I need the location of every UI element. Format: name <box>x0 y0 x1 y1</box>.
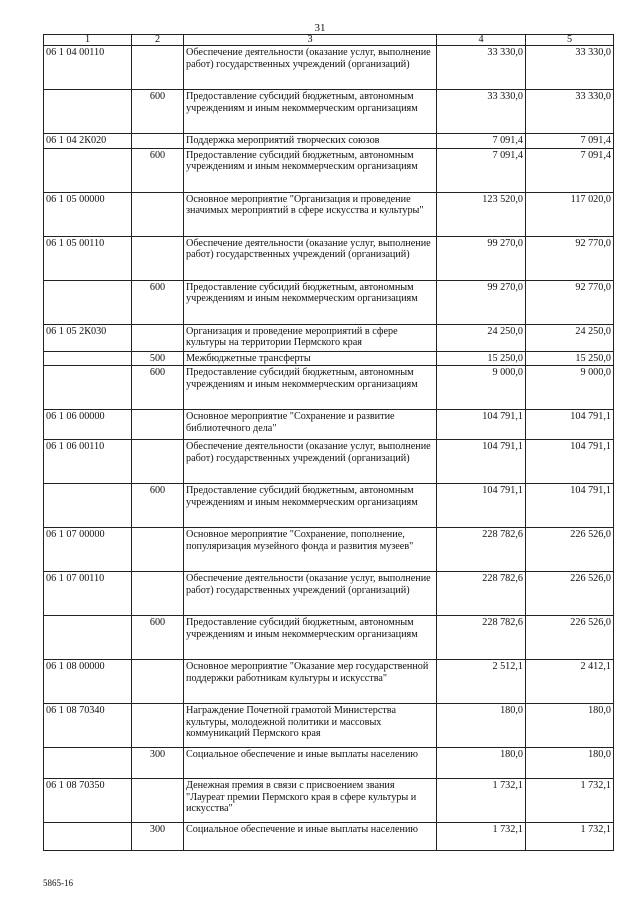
row-value-col4: 180,0 <box>437 748 526 779</box>
row-value-col4: 1 732,1 <box>437 823 526 851</box>
column-header: 1 <box>44 35 132 46</box>
row-code: 06 1 08 70350 <box>44 779 132 823</box>
row-name: Предоставление субсидий бюджетным, автономным учреждениям и иным некоммерческим организациям <box>184 280 437 324</box>
row-value-col5: 1 732,1 <box>526 823 614 851</box>
row-code <box>44 484 132 528</box>
row-code: 06 1 08 00000 <box>44 660 132 704</box>
row-value-col5: 1 732,1 <box>526 779 614 823</box>
row-name: Предоставление субсидий бюджетным, автономным учреждениям и иным некоммерческим организациям <box>184 616 437 660</box>
row-code <box>44 748 132 779</box>
table-header-row <box>44 35 614 46</box>
row-expense-type <box>132 134 184 149</box>
row-value-col4: 24 250,0 <box>437 324 526 351</box>
row-code: 06 1 04 2К020 <box>44 134 132 149</box>
row-expense-type: 600 <box>132 616 184 660</box>
row-value-col4: 180,0 <box>437 704 526 748</box>
row-expense-type <box>132 704 184 748</box>
row-name: Социальное обеспечение и иные выплаты населению <box>184 748 437 779</box>
row-value-col5: 104 791,1 <box>526 440 614 484</box>
row-name: Денежная премия в связи с присвоением звания "Лауреат премии Пермского края в сфере культуры и искусства" <box>184 779 437 823</box>
row-code: 06 1 05 2К030 <box>44 324 132 351</box>
row-value-col4: 9 000,0 <box>437 366 526 410</box>
row-value-col5: 117 020,0 <box>526 192 614 236</box>
row-name: Основное мероприятие "Организация и проведение значимых мероприятий в сфере искусства и культуры" <box>184 192 437 236</box>
column-header: 4 <box>437 35 526 46</box>
row-code <box>44 351 132 366</box>
table-row <box>44 704 614 748</box>
table-row <box>44 324 614 351</box>
row-code: 06 1 08 70340 <box>44 704 132 748</box>
column-header: 3 <box>184 35 437 46</box>
row-code <box>44 280 132 324</box>
row-value-col5: 92 770,0 <box>526 236 614 280</box>
row-value-col4: 104 791,1 <box>437 410 526 440</box>
row-name: Основное мероприятие "Оказание мер государственной поддержки работникам культуры и искусства" <box>184 660 437 704</box>
column-header: 2 <box>132 35 184 46</box>
row-value-col4: 228 782,6 <box>437 528 526 572</box>
table-row <box>44 748 614 779</box>
row-value-col4: 99 270,0 <box>437 280 526 324</box>
row-value-col4: 99 270,0 <box>437 236 526 280</box>
table-row <box>44 616 614 660</box>
row-expense-type <box>132 440 184 484</box>
footer-code: 5865-16 <box>43 878 73 888</box>
row-name: Межбюджетные трансферты <box>184 351 437 366</box>
row-value-col5: 9 000,0 <box>526 366 614 410</box>
row-name: Поддержка мероприятий творческих союзов <box>184 134 437 149</box>
table-row <box>44 192 614 236</box>
row-code: 06 1 07 00110 <box>44 572 132 616</box>
row-value-col5: 7 091,4 <box>526 148 614 192</box>
column-header: 5 <box>526 35 614 46</box>
row-expense-type: 600 <box>132 366 184 410</box>
row-value-col4: 7 091,4 <box>437 134 526 149</box>
table-row <box>44 46 614 90</box>
row-value-col4: 228 782,6 <box>437 616 526 660</box>
row-value-col5: 7 091,4 <box>526 134 614 149</box>
row-expense-type <box>132 660 184 704</box>
row-expense-type <box>132 528 184 572</box>
row-expense-type: 600 <box>132 280 184 324</box>
row-expense-type: 600 <box>132 148 184 192</box>
row-value-col5: 104 791,1 <box>526 484 614 528</box>
row-value-col4: 33 330,0 <box>437 90 526 134</box>
row-name: Социальное обеспечение и иные выплаты населению <box>184 823 437 851</box>
row-value-col4: 104 791,1 <box>437 440 526 484</box>
row-value-col4: 104 791,1 <box>437 484 526 528</box>
row-value-col5: 33 330,0 <box>526 90 614 134</box>
row-name: Обеспечение деятельности (оказание услуг, выполнение работ) государственных учреждений (организаций) <box>184 46 437 90</box>
row-name: Предоставление субсидий бюджетным, автономным учреждениям и иным некоммерческим организациям <box>184 148 437 192</box>
row-value-col4: 7 091,4 <box>437 148 526 192</box>
row-code: 06 1 06 00000 <box>44 410 132 440</box>
row-expense-type <box>132 236 184 280</box>
row-name: Организация и проведение мероприятий в сфере культуры на территории Пермского края <box>184 324 437 351</box>
row-expense-type <box>132 779 184 823</box>
row-code <box>44 148 132 192</box>
row-value-col4: 15 250,0 <box>437 351 526 366</box>
page-number: 31 <box>314 22 326 34</box>
table-row <box>44 351 614 366</box>
row-expense-type: 300 <box>132 823 184 851</box>
row-name: Основное мероприятие "Сохранение, пополнение, популяризация музейного фонда и развития музеев" <box>184 528 437 572</box>
row-name: Предоставление субсидий бюджетным, автономным учреждениям и иным некоммерческим организациям <box>184 366 437 410</box>
row-value-col5: 180,0 <box>526 704 614 748</box>
row-name: Обеспечение деятельности (оказание услуг, выполнение работ) государственных учреждений (организаций) <box>184 440 437 484</box>
row-value-col5: 33 330,0 <box>526 46 614 90</box>
row-name: Основное мероприятие "Сохранение и развитие библиотечного дела" <box>184 410 437 440</box>
table-row <box>44 779 614 823</box>
row-code: 06 1 05 00110 <box>44 236 132 280</box>
row-code <box>44 366 132 410</box>
row-code: 06 1 07 00000 <box>44 528 132 572</box>
row-value-col5: 226 526,0 <box>526 572 614 616</box>
row-name: Награждение Почетной грамотой Министерства культуры, молодежной политики и массовых коммуникаций Пермского края <box>184 704 437 748</box>
table-row <box>44 280 614 324</box>
row-name: Предоставление субсидий бюджетным, автономным учреждениям и иным некоммерческим организациям <box>184 484 437 528</box>
row-code <box>44 823 132 851</box>
row-value-col4: 123 520,0 <box>437 192 526 236</box>
row-code <box>44 90 132 134</box>
row-expense-type: 500 <box>132 351 184 366</box>
table-row <box>44 528 614 572</box>
row-expense-type <box>132 324 184 351</box>
budget-table <box>43 34 614 851</box>
table-row <box>44 236 614 280</box>
row-code <box>44 616 132 660</box>
table-row <box>44 660 614 704</box>
row-expense-type: 600 <box>132 484 184 528</box>
row-value-col4: 2 512,1 <box>437 660 526 704</box>
row-value-col5: 104 791,1 <box>526 410 614 440</box>
row-value-col5: 2 412,1 <box>526 660 614 704</box>
row-name: Обеспечение деятельности (оказание услуг, выполнение работ) государственных учреждений (организаций) <box>184 572 437 616</box>
table-row <box>44 484 614 528</box>
table-row <box>44 410 614 440</box>
row-expense-type <box>132 572 184 616</box>
row-code: 06 1 04 00110 <box>44 46 132 90</box>
row-name: Предоставление субсидий бюджетным, автономным учреждениям и иным некоммерческим организациям <box>184 90 437 134</box>
row-value-col5: 24 250,0 <box>526 324 614 351</box>
row-value-col5: 15 250,0 <box>526 351 614 366</box>
row-value-col4: 228 782,6 <box>437 572 526 616</box>
table-row <box>44 134 614 149</box>
row-expense-type <box>132 410 184 440</box>
table-row <box>44 90 614 134</box>
table-row <box>44 823 614 851</box>
row-value-col5: 180,0 <box>526 748 614 779</box>
table-row <box>44 440 614 484</box>
row-expense-type <box>132 46 184 90</box>
table-row <box>44 572 614 616</box>
row-expense-type: 300 <box>132 748 184 779</box>
row-value-col5: 226 526,0 <box>526 616 614 660</box>
row-value-col5: 92 770,0 <box>526 280 614 324</box>
row-code: 06 1 05 00000 <box>44 192 132 236</box>
row-value-col4: 1 732,1 <box>437 779 526 823</box>
row-value-col4: 33 330,0 <box>437 46 526 90</box>
row-code: 06 1 06 00110 <box>44 440 132 484</box>
row-name: Обеспечение деятельности (оказание услуг, выполнение работ) государственных учреждений (организаций) <box>184 236 437 280</box>
table-row <box>44 366 614 410</box>
row-expense-type: 600 <box>132 90 184 134</box>
row-expense-type <box>132 192 184 236</box>
table-row <box>44 148 614 192</box>
row-value-col5: 226 526,0 <box>526 528 614 572</box>
